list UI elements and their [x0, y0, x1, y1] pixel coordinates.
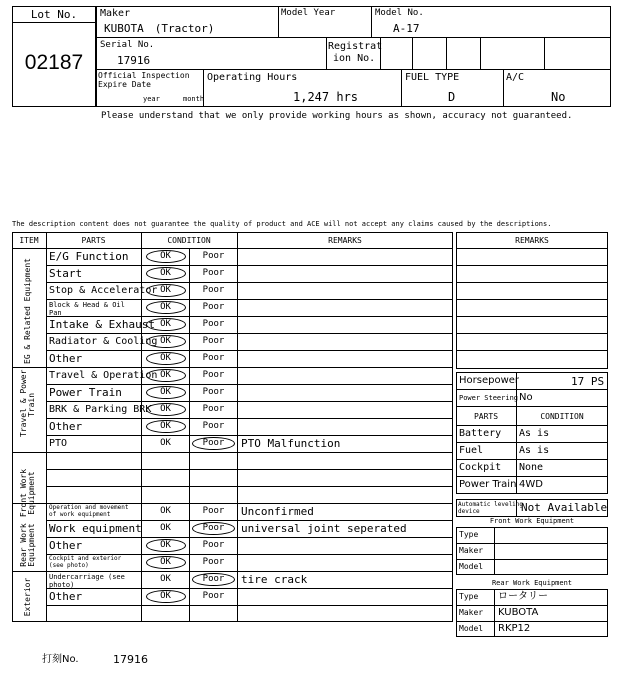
- header-vline: [503, 69, 504, 107]
- poor-option[interactable]: Poor: [202, 506, 225, 516]
- rear-type-value: ロータリー: [498, 591, 548, 602]
- ok-option[interactable]: OK: [160, 302, 171, 312]
- part-name: Work equipment: [49, 522, 142, 535]
- maker-label: Maker: [100, 8, 131, 19]
- rear-model-label: Model: [459, 624, 484, 633]
- ok-selected-circle: [146, 335, 186, 348]
- fuel-type-label: FUEL TYPE: [405, 72, 460, 83]
- header-vline: [371, 6, 372, 37]
- part-name: Other: [49, 539, 83, 552]
- remark-text: PTO Malfunction: [241, 437, 341, 450]
- row-line: [46, 333, 453, 334]
- ok-option[interactable]: OK: [160, 404, 171, 414]
- battery-label: Battery: [459, 428, 502, 439]
- ok-selected-circle: [146, 539, 186, 552]
- ok-selected-circle: [146, 267, 186, 280]
- part-name: Cockpit and exterior (see photo): [49, 555, 122, 569]
- cockpit-value: None: [519, 462, 544, 473]
- front-work-header: Front Work Equipment: [489, 517, 575, 525]
- table-vline: [46, 232, 47, 622]
- header-vline: [326, 37, 327, 69]
- remark-text: universal joint seperated: [241, 522, 407, 535]
- section-travel-1: Travel & Power: [19, 369, 28, 437]
- poor-option[interactable]: Poor: [202, 557, 225, 567]
- inspection-label-1: Official Inspection: [98, 71, 190, 80]
- header-condition: CONDITION: [167, 236, 211, 245]
- ok-option[interactable]: OK: [160, 421, 171, 431]
- part-name: Other: [49, 590, 83, 603]
- right-line: [456, 316, 608, 317]
- header-line-2: [96, 69, 611, 70]
- stamp-label: 打刻No.: [42, 654, 79, 665]
- serial-value: 17916: [117, 54, 151, 67]
- header-remarks: REMARKS: [328, 236, 362, 245]
- remark-text: tire crack: [241, 573, 308, 586]
- ok-selected-circle: [146, 250, 186, 263]
- ok-option[interactable]: OK: [160, 557, 171, 567]
- rear-work-line: [456, 621, 608, 622]
- ok-option[interactable]: OK: [160, 336, 171, 346]
- poor-option[interactable]: Poor: [202, 421, 225, 431]
- section-rear: [20, 516, 38, 574]
- poor-option[interactable]: Poor: [202, 353, 225, 363]
- section-exterior: Exterior: [23, 577, 32, 617]
- ok-option[interactable]: OK: [160, 591, 171, 601]
- ok-option[interactable]: OK: [160, 251, 171, 261]
- part-name: Power Train: [49, 386, 122, 399]
- rear-model-value: RKP12: [498, 623, 531, 634]
- poor-option[interactable]: Poor: [202, 438, 225, 448]
- model-no-value: A-17: [393, 22, 420, 35]
- right-line: [456, 350, 608, 351]
- section-front-1: Front Work: [19, 468, 28, 518]
- ok-option[interactable]: OK: [160, 506, 171, 516]
- hours-value: 1,247 hrs: [293, 90, 359, 104]
- poor-option[interactable]: Poor: [202, 540, 225, 550]
- rear-work-vline: [494, 589, 495, 637]
- part-name: Undercarriage (see photo): [49, 573, 125, 590]
- ok-selected-circle: [146, 318, 186, 331]
- front-model-label: Model: [459, 562, 484, 571]
- month-label: month: [183, 95, 205, 103]
- ok-option[interactable]: OK: [160, 319, 171, 329]
- header-item: ITEM: [19, 236, 39, 245]
- remark-text: Unconfirmed: [241, 505, 314, 518]
- front-maker-label: Maker: [459, 546, 484, 555]
- header-vline: [480, 37, 481, 69]
- model-no-label: Model No.: [375, 8, 424, 18]
- spec-line: [456, 459, 608, 460]
- horsepower-value: 17 PS: [571, 375, 605, 388]
- registration-label-1: Registrat: [328, 41, 383, 52]
- ok-selected-circle: [146, 352, 186, 365]
- row-line: [46, 350, 453, 351]
- right-remarks-box: [456, 232, 608, 369]
- spec-line: [456, 476, 608, 477]
- poor-option[interactable]: Poor: [202, 336, 225, 346]
- part-name: Travel & Operation: [49, 370, 158, 381]
- poor-option[interactable]: Poor: [202, 268, 225, 278]
- section-rear-2: Equipment: [27, 523, 37, 567]
- ok-selected-circle: [146, 386, 186, 399]
- ok-option[interactable]: OK: [160, 370, 171, 380]
- registration-label-2: ion No.: [333, 53, 376, 64]
- poor-option[interactable]: Poor: [202, 285, 225, 295]
- cockpit-label: Cockpit: [459, 462, 502, 473]
- header-parts: PARTS: [81, 236, 106, 245]
- part-name: Intake & Exhaust: [49, 318, 155, 331]
- poor-option[interactable]: Poor: [202, 319, 225, 329]
- fuel-label: Fuel: [459, 445, 484, 456]
- poor-option[interactable]: Poor: [202, 370, 225, 380]
- stamp-value: 17916: [113, 653, 148, 666]
- auto-leveling-label-2: device: [458, 508, 480, 515]
- part-name: Operation and movement of work equipment: [49, 504, 129, 518]
- front-work-vline: [494, 527, 495, 575]
- row-line: [46, 520, 453, 521]
- header-vline: [401, 69, 402, 107]
- poor-selected-circle: [192, 437, 235, 450]
- right-line: [456, 265, 608, 266]
- header-vline: [412, 37, 413, 69]
- section-front-2: Equipment: [27, 471, 37, 515]
- power-train-value: 4WD: [519, 479, 543, 490]
- ac-value: No: [551, 90, 566, 104]
- front-work-line: [456, 559, 608, 560]
- front-work-line: [456, 543, 608, 544]
- table-vline: [237, 232, 238, 622]
- ok-option[interactable]: OK: [160, 353, 171, 363]
- rear-type-label: Type: [459, 592, 479, 601]
- row-line: [46, 486, 453, 487]
- auto-leveling-value: Not Available: [521, 501, 608, 514]
- parts-header: PARTS: [473, 412, 499, 421]
- part-name: BRK & Parking BRK: [49, 404, 152, 415]
- rear-work-header: Rear Work Equipment: [491, 579, 573, 587]
- hours-label: Operating Hours: [207, 72, 298, 83]
- row-line: [46, 435, 453, 436]
- spec-line: [456, 442, 608, 443]
- battery-value: As is: [519, 428, 550, 439]
- serial-label: Serial No.: [100, 40, 155, 50]
- poor-option[interactable]: Poor: [202, 404, 225, 414]
- condition-header: CONDITION: [540, 412, 584, 421]
- row-line: [12, 367, 453, 368]
- header-vline: [544, 37, 545, 69]
- hours-note: Please understand that we only provide working hours as shown, accuracy not guaranteed.: [101, 111, 573, 121]
- ok-option[interactable]: OK: [160, 523, 171, 533]
- poor-selected-circle: [192, 522, 235, 535]
- section-rear-1: Rear Work: [19, 523, 28, 567]
- lot-divider: [12, 22, 96, 23]
- right-remarks-header: REMARKS: [515, 236, 549, 245]
- right-line: [456, 248, 608, 249]
- auto-leveling-label-1: Automatic leveling: [458, 501, 524, 508]
- fuel-type-value: D: [448, 90, 456, 104]
- part-name: Stop & Accelerator: [49, 285, 158, 296]
- front-type-label: Type: [459, 530, 479, 539]
- spec-line: [456, 406, 608, 407]
- row-line: [46, 384, 453, 385]
- row-line: [46, 537, 453, 538]
- ac-label: A/C: [506, 72, 525, 83]
- rear-maker-value: KUBOTA: [498, 607, 539, 618]
- header-vline: [446, 37, 447, 69]
- ok-selected-circle: [146, 403, 186, 416]
- row-line: [46, 265, 453, 266]
- table-header-line: [12, 248, 453, 249]
- poor-option[interactable]: Poor: [202, 302, 225, 312]
- ok-selected-circle: [146, 301, 186, 314]
- model-year-label: Model Year: [281, 8, 336, 18]
- part-name: Start: [49, 267, 83, 280]
- spec-line: [456, 425, 608, 426]
- part-name: Other: [49, 352, 83, 365]
- fuel-value: As is: [519, 445, 550, 456]
- right-line: [456, 299, 608, 300]
- row-line: [46, 418, 453, 419]
- section-travel-2: Train: [27, 392, 37, 418]
- ok-selected-circle: [146, 284, 186, 297]
- right-line: [456, 333, 608, 334]
- section-travel: [19, 369, 38, 437]
- power-steering-value: No: [519, 392, 533, 403]
- poor-option[interactable]: Poor: [202, 523, 225, 533]
- poor-selected-circle: [192, 573, 235, 586]
- ok-option[interactable]: OK: [160, 285, 171, 295]
- ok-option[interactable]: OK: [160, 387, 171, 397]
- poor-option[interactable]: Poor: [202, 591, 225, 601]
- poor-option[interactable]: Poor: [202, 387, 225, 397]
- part-name: Radiator & Cooling: [49, 336, 158, 347]
- lot-number: 02187: [24, 51, 84, 74]
- ok-option[interactable]: OK: [160, 268, 171, 278]
- poor-option[interactable]: Poor: [202, 574, 225, 584]
- power-steering-label: Power Steering: [459, 394, 519, 402]
- ok-selected-circle: [146, 556, 186, 569]
- poor-option[interactable]: Poor: [202, 251, 225, 261]
- part-name: PTO: [49, 438, 68, 449]
- part-name: E/G Function: [49, 250, 129, 263]
- disclaimer: The description content does not guarantee the quality of product and ACE will not accept any claims caused by the descriptions.: [12, 220, 552, 228]
- spec-vline: [516, 372, 517, 494]
- part-name: Block & Head & Oil Pan: [49, 301, 125, 318]
- row-line: [12, 452, 453, 453]
- lot-label: Lot No.: [30, 8, 78, 21]
- row-line: [12, 571, 453, 572]
- row-line: [46, 605, 453, 606]
- ok-selected-circle: [146, 590, 186, 603]
- ok-selected-circle: [146, 420, 186, 433]
- ok-option[interactable]: OK: [160, 540, 171, 550]
- header-vline: [278, 6, 279, 37]
- section-eg: EG & Related Equipment: [23, 258, 32, 364]
- part-name: Other: [49, 420, 83, 433]
- year-label: year: [143, 95, 160, 103]
- rear-maker-label: Maker: [459, 608, 484, 617]
- header-line-1: [96, 37, 611, 38]
- ok-option[interactable]: OK: [160, 574, 171, 584]
- section-front: [20, 464, 38, 522]
- power-train-label: Power Train: [459, 479, 517, 490]
- row-line: [46, 299, 453, 300]
- row-line: [46, 401, 453, 402]
- row-line: [46, 469, 453, 470]
- ok-option[interactable]: OK: [160, 438, 171, 448]
- spec-line: [456, 389, 608, 390]
- ok-selected-circle: [146, 369, 186, 382]
- inspection-label-2: Expire Date: [98, 80, 151, 89]
- right-line: [456, 282, 608, 283]
- maker-value: KUBOTA (Tractor): [104, 22, 215, 35]
- rear-work-line: [456, 605, 608, 606]
- horsepower-label: Horsepower: [459, 375, 520, 386]
- row-line: [46, 282, 453, 283]
